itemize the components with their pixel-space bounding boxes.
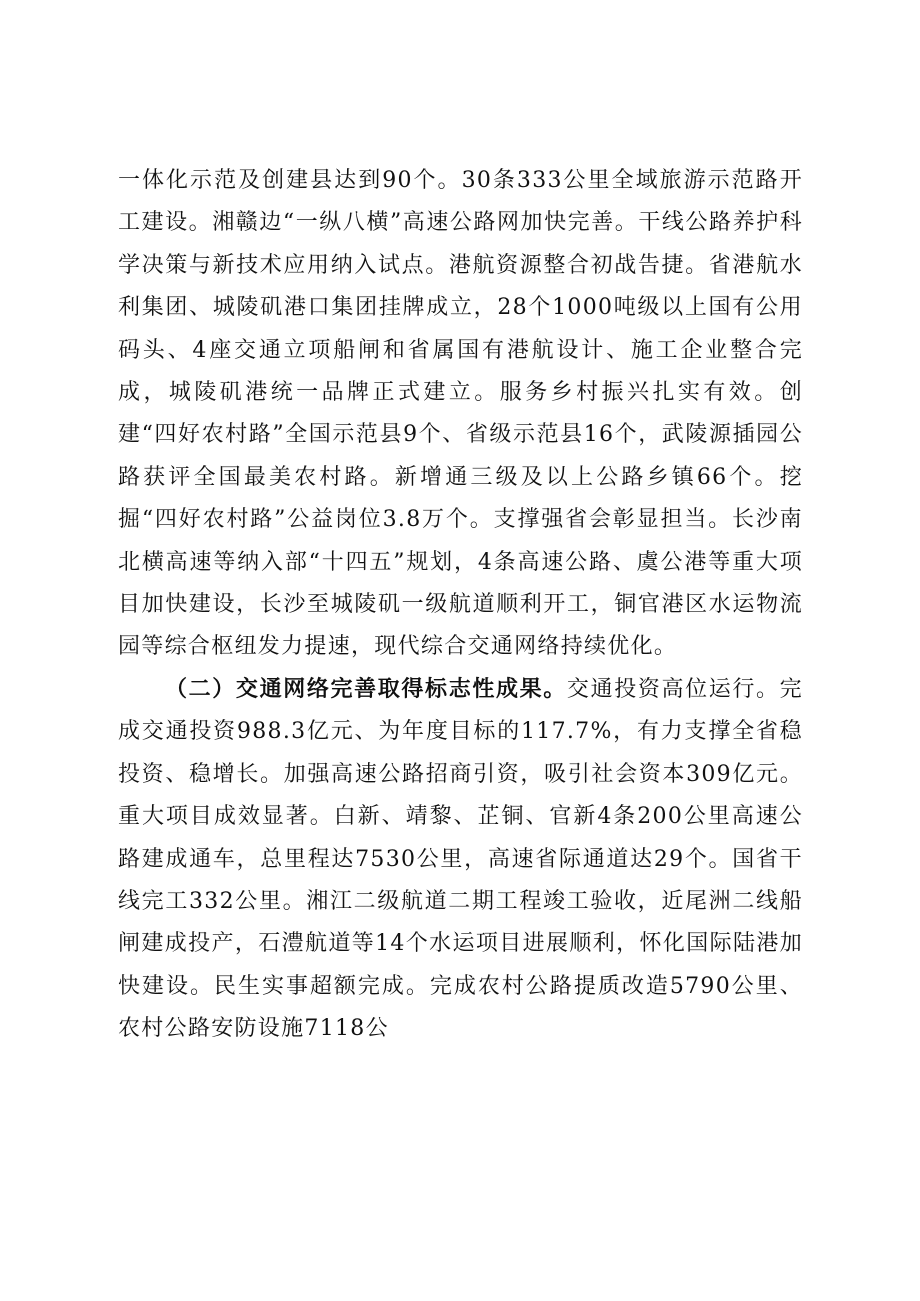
paragraph-continuation: 一体化示范及创建县达到90个。30条333公里全域旅游示范路开工建设。湘赣边“一纵八横”高速公路网加快完善。干线公路养护科学决策与新技术应用纳入试点。港航资源整合初战告捷。省港航水利集团、城陵矶港口集团挂牌成立，28个1000吨级以上国有公用码头、4座交通立项船闸和省属国有港航设计、施工企业整合完成，城陵矶港统一品牌正式建立。服务乡村振兴扎实有效。创建“四好农村路”全国示范县9个、省级示范县16个，武陵源插园公路获评全国最美农村路。新增通三级及以上公路乡镇66个。挖掘“四好农村路”公益岗位3.8万个。支撑强省会彰显担当。长沙南北横高速等纳入部“十四五”规划，4条高速公路、虞公港等重大项目加快建设，长沙至城陵矶一级航道顺利开工，铜官港区水运物流园等综合枢纽发力提速，现代综合交通网络持续优化。: [118, 168, 803, 660]
section-2-body: 交通投资高位运行。完成交通投资988.3亿元、为年度目标的117.7%，有力支撑全省稳投资、稳增长。加强高速公路招商引资，吸引社会资本309亿元。重大项目成效显著。白新、靖黎、芷铜、官新4条200公里高速公路建成通车，总里程达7530公里，高速省际通道达29个。国省干线完工332公里。湘江二级航道二期工程竣工验收，近尾洲二线船闸建成投产，石澧航道等14个水运项目进展顺利，怀化国际陆港加快建设。民生实事超额完成。完成农村公路提质改造5790公里、农村公路安防设施7118公: [118, 676, 803, 1042]
section-2-paragraph: [118, 669, 803, 1051]
section-2-heading: （二）交通网络完善取得标志性成果。: [165, 676, 567, 702]
body-text: [118, 160, 803, 1051]
